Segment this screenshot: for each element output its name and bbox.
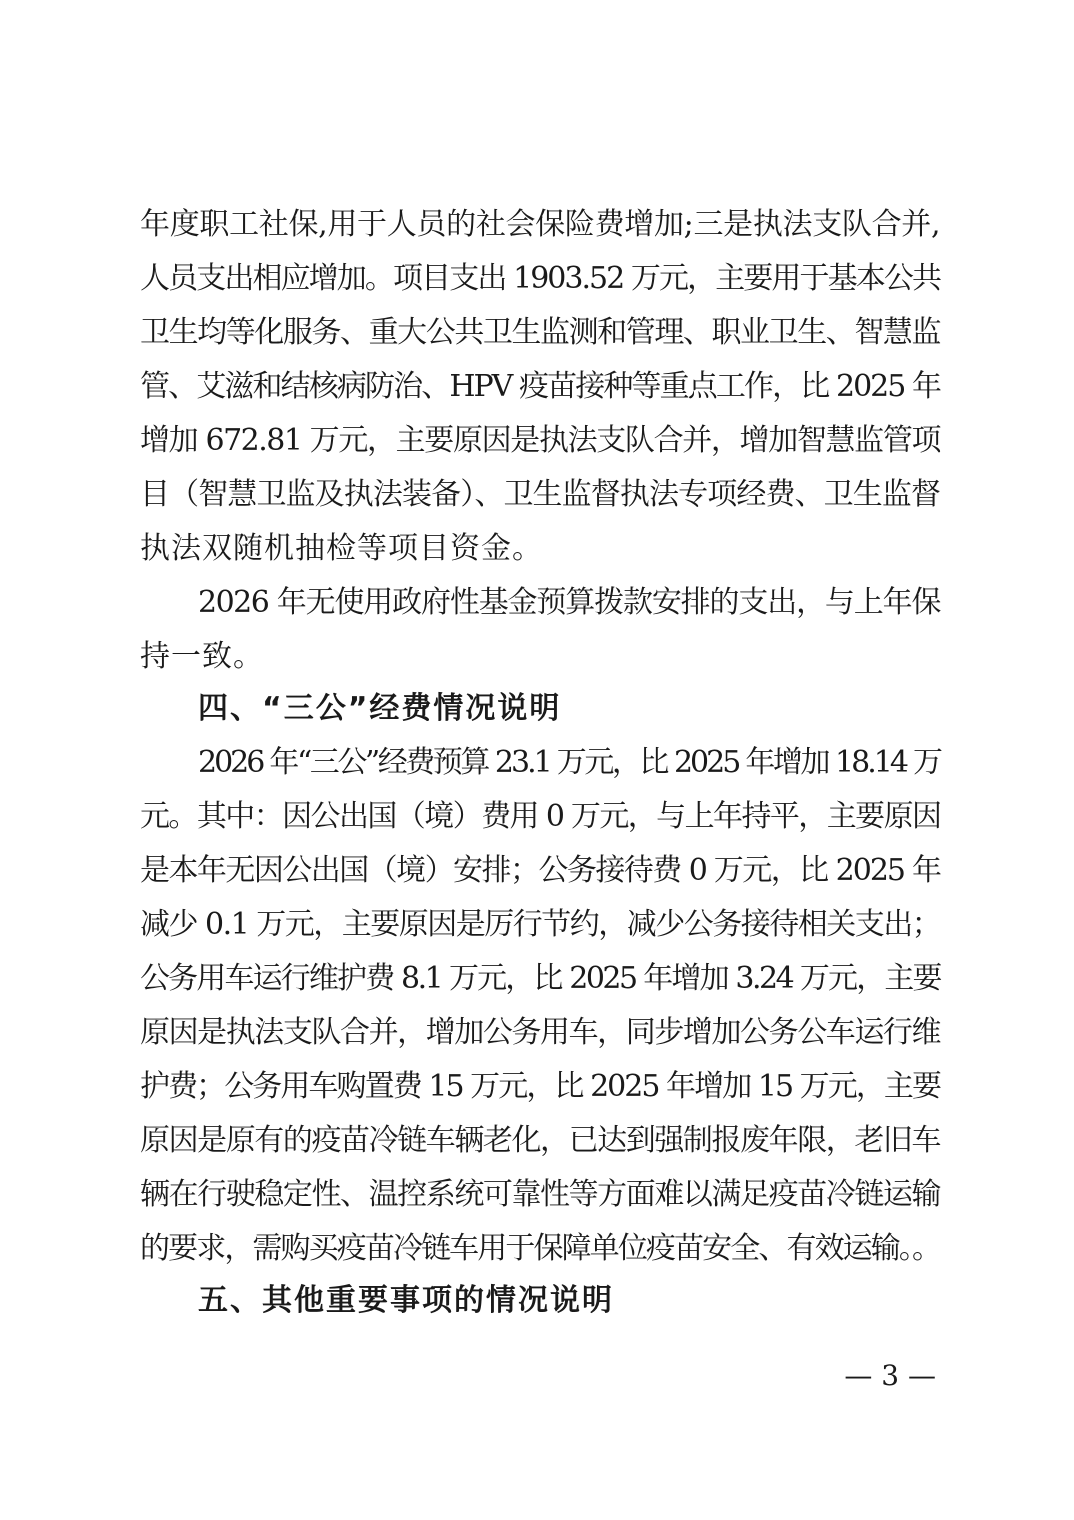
section-4-line-6: 原因是执法支队合并，增加公务用车，同步增加公务公车运行维 <box>140 1015 940 1050</box>
section-4-line-8: 原因是原有的疫苗冷链车辆老化，已达到强制报废年限，老旧车 <box>140 1123 940 1158</box>
paragraph-1-line-7: 执法双随机抽检等项目资金。 <box>140 531 543 566</box>
paragraph-1-line-5: 增加 672.81 万元，主要原因是执法支队合并，增加智慧监管项 <box>140 423 940 458</box>
paragraph-1-line-2: 人员支出相应增加。项目支出 1903.52 万元，主要用于基本公共 <box>140 261 940 296</box>
section-4-line-10: 的要求，需购买疫苗冷链车用于保障单位疫苗安全、有效运输。。 <box>140 1231 940 1266</box>
paragraph-1-line-1: 年度职工社保,用于人员的社会保险费增加;三是执法支队合并, <box>140 207 940 242</box>
paragraph-2-line-2: 持一致。 <box>140 639 264 674</box>
page-number: — 3 — <box>844 1359 936 1392</box>
paragraph-2-line-1: 2026 年无使用政府性基金预算拨款安排的支出，与上年保 <box>198 585 940 620</box>
section-5-heading: 五、其他重要事项的情况说明 <box>198 1283 614 1318</box>
section-4-line-7: 护费；公务用车购置费 15 万元，比 2025 年增加 15 万元，主要 <box>140 1069 940 1104</box>
section-4-line-1: 2026 年“三公”经费预算 23.1 万元，比 2025 年增加 18.14 万 <box>198 745 940 780</box>
section-4-line-5: 公务用车运行维护费 8.1 万元，比 2025 年增加 3.24 万元，主要 <box>140 961 940 996</box>
paragraph-1-line-6: 目（智慧卫监及执法装备）、卫生监督执法专项经费、卫生监督 <box>140 477 940 512</box>
section-4-line-3: 是本年无因公出国（境）安排；公务接待费 0 万元，比 2025 年 <box>140 853 940 888</box>
section-4-line-2: 元。其中：因公出国（境）费用 0 万元，与上年持平，主要原因 <box>140 799 940 834</box>
paragraph-1-line-3: 卫生均等化服务、重大公共卫生监测和管理、职业卫生、智慧监 <box>140 315 940 350</box>
section-4-line-9: 辆在行驶稳定性、温控系统可靠性等方面难以满足疫苗冷链运输 <box>140 1177 940 1212</box>
section-4-line-4: 减少 0.1 万元，主要原因是厉行节约，减少公务接待相关支出； <box>140 907 941 942</box>
section-4-heading: 四、“三公”经费情况说明 <box>198 691 562 726</box>
paragraph-1-line-4: 管、艾滋和结核病防治、HPV 疫苗接种等重点工作，比 2025 年 <box>140 369 940 404</box>
